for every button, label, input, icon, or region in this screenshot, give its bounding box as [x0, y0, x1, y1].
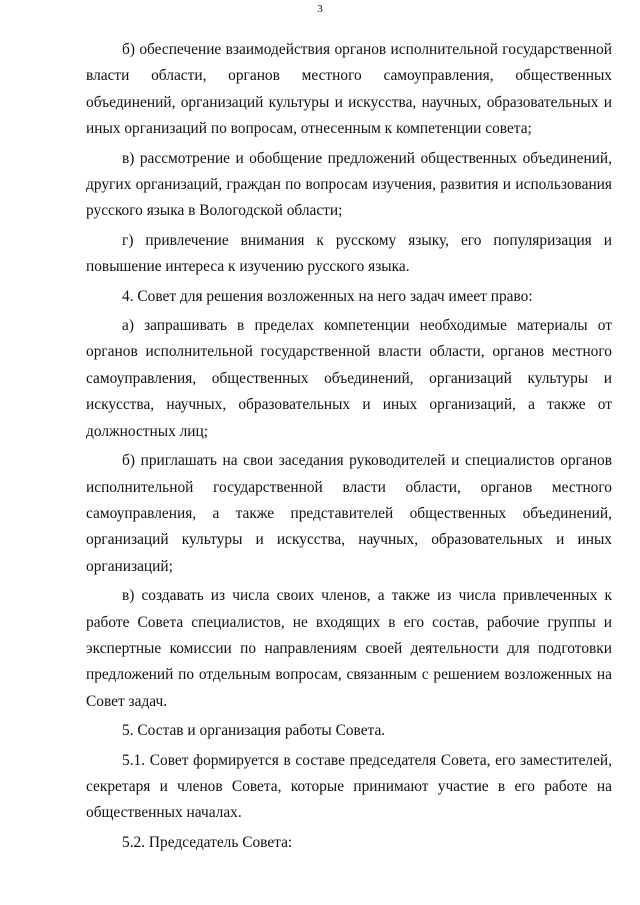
document-body: [86, 37, 612, 859]
page-number: 3: [317, 3, 323, 15]
paragraph-v-working-groups: в) создавать из числа своих членов, а также из числа привлеченных к работе Совета специалистов, не входящих в его состав, рабочие группы и экспертные комиссии по направлениям своей деятельности для подготовки предложений по отдельным вопросам, связанным с решением возложенных на Совет задач.: [86, 587, 612, 710]
paragraph-a-request-materials: а) запрашивать в пределах компетенции необходимые материалы от органов исполнительной государственной власти области, органов местного самоуправления, общественных объединений, организаций культуры и искусства, научных, образовательных и иных организаций, а также от должностных лиц;: [86, 317, 612, 440]
paragraph-v-proposals: в) рассмотрение и обобщение предложений общественных объединений, других организаций, граждан по вопросам изучения, развития и использования русского языка в Вологодской области;: [86, 149, 612, 220]
paragraph-b-interaction: б) обеспечение взаимодействия органов исполнительной государственной власти области, органов местного самоуправления, общественных объединений, организаций культуры и искусства, научных, образовательных и иных организаций по вопросам, отнесенным к компетенции совета;: [86, 41, 612, 138]
section-4-heading: 4. Совет для решения возложенных на него задач имеет право:: [122, 287, 533, 305]
paragraph-b-invite: б) приглашать на свои заседания руководителей и специалистов органов исполнительной государственной власти области, органов местного самоуправления, а также представителей общественных объединений, организаций культуры и искусства, научных, образовательных и иных организаций;: [86, 452, 612, 575]
paragraph-5-2-chairman: 5.2. Председатель Совета:: [122, 833, 293, 851]
section-5-heading: 5. Состав и организация работы Совета.: [122, 722, 386, 740]
paragraph-g-popularization: г) привлечение внимания к русскому языку, его популяризация и повышение интереса к изучению русского языка.: [86, 231, 612, 276]
paragraph-5-1-composition: 5.1. Совет формируется в составе председателя Совета, его заместителей, секретаря и членов Совета, которые принимают участие в его работе на общественных началах.: [86, 751, 612, 822]
